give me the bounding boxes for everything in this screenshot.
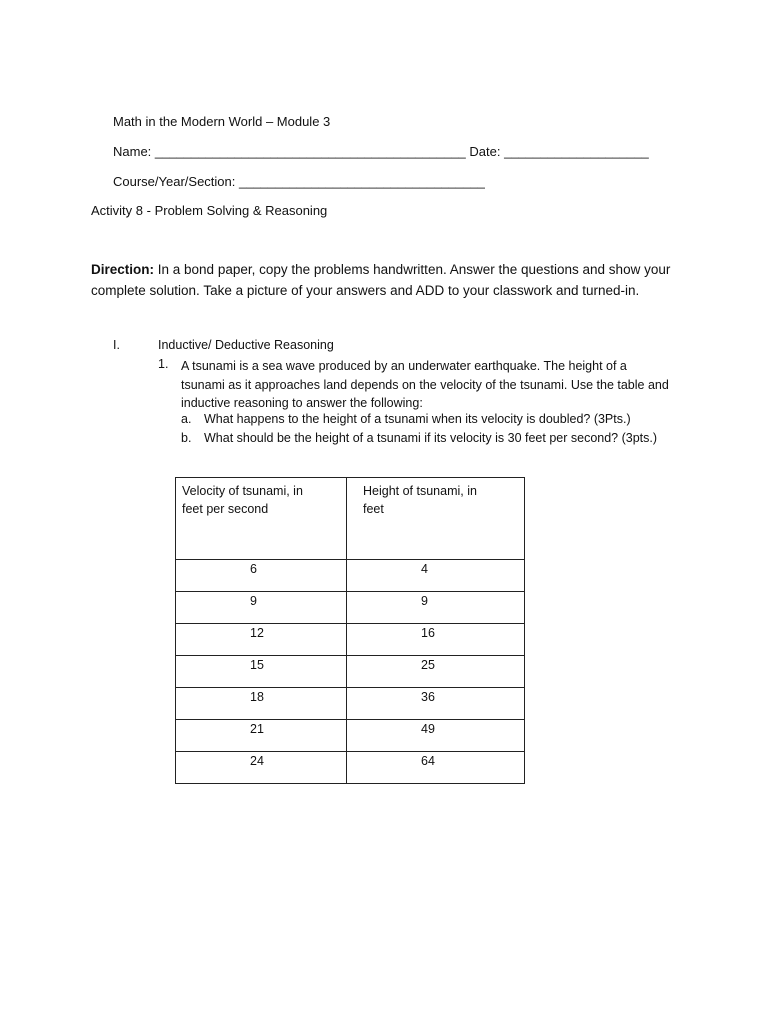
- velocity-cell: 12: [176, 624, 347, 656]
- table-row: [176, 688, 525, 720]
- question-a-letter: a.: [181, 412, 192, 426]
- problem-text: A tsunami is a sea wave produced by an underwater earthquake. The height of a tsunami as it approaches land depends on the velocity of the tsunami. Use the table and inductive reasoning to answer the following:: [181, 359, 669, 410]
- velocity-header-text: Velocity of tsunami, in feet per second: [182, 484, 303, 516]
- name-date-line: Name: ___________________________________________ Date: ____________________: [113, 144, 649, 159]
- direction-paragraph: [91, 259, 681, 301]
- table-header-row: [176, 478, 525, 560]
- height-cell: 4: [347, 560, 525, 592]
- velocity-cell: 15: [176, 656, 347, 688]
- direction-text: In a bond paper, copy the problems handwritten. Answer the questions and show your complete solution. Take a picture of your answers and ADD to your classwork and turned-in.: [91, 262, 671, 298]
- direction-label: Direction:: [91, 262, 155, 277]
- question-b-text: What should be the height of a tsunami if its velocity is 30 feet per second? (3pts.): [204, 431, 658, 445]
- height-cell: 25: [347, 656, 525, 688]
- table-row: [176, 720, 525, 752]
- section-number: I.: [113, 338, 120, 352]
- problem-number: 1.: [158, 357, 169, 371]
- height-cell: 36: [347, 688, 525, 720]
- section-title: Inductive/ Deductive Reasoning: [158, 338, 334, 352]
- course-title: Math in the Modern World – Module 3: [113, 114, 331, 129]
- table-row: [176, 624, 525, 656]
- tsunami-data-table: [175, 477, 525, 784]
- height-cell: 49: [347, 720, 525, 752]
- velocity-cell: 21: [176, 720, 347, 752]
- table-row: [176, 560, 525, 592]
- table-row: [176, 752, 525, 784]
- question-a-text: What happens to the height of a tsunami when its velocity is doubled? (3Pts.): [204, 412, 631, 426]
- question-b-letter: b.: [181, 431, 192, 445]
- height-header: [347, 478, 525, 560]
- course-year-section-line: Course/Year/Section: __________________________________: [113, 174, 485, 189]
- table-row: [176, 592, 525, 624]
- height-cell: 16: [347, 624, 525, 656]
- height-cell: 9: [347, 592, 525, 624]
- height-cell: 64: [347, 752, 525, 784]
- height-header-text: Height of tsunami, in feet: [363, 484, 477, 516]
- activity-title: Activity 8 - Problem Solving & Reasoning: [91, 203, 328, 218]
- table-row: [176, 656, 525, 688]
- velocity-cell: 24: [176, 752, 347, 784]
- velocity-header: [176, 478, 347, 560]
- velocity-cell: 18: [176, 688, 347, 720]
- velocity-cell: 6: [176, 560, 347, 592]
- velocity-cell: 9: [176, 592, 347, 624]
